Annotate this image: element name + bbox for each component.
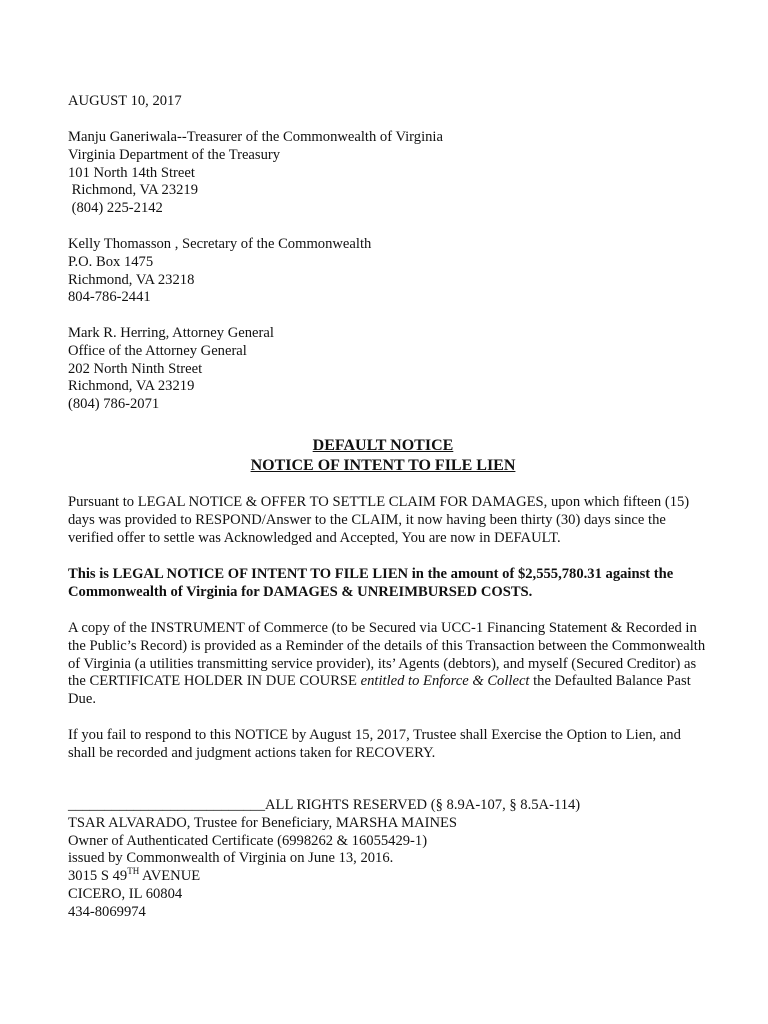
address-line: 804-786-2441 bbox=[68, 289, 151, 306]
address-line: P.O. Box 1475 bbox=[68, 253, 154, 270]
street-address bbox=[68, 868, 708, 886]
notice-heading bbox=[68, 436, 698, 476]
address-line: Richmond, VA 23219 bbox=[68, 378, 195, 395]
address-line: Office of the Attorney General bbox=[68, 342, 247, 359]
street-prefix: 3015 S 49 bbox=[68, 868, 128, 885]
default-paragraph bbox=[68, 494, 708, 547]
paragraph-text-before: A copy of the INSTRUMENT of Commerce (to be Secured via UCC-1 Financing Statement & Recorded in the Public’s Record) is provided as a Reminder of the details of this Transaction between the Commonwealth of Virginia (a utilities transmitting service provider), its’ Agents (debtors), and myself (Secured Creditor) as the CERTIFICATE HOLDER IN DUE COURSE bbox=[68, 620, 706, 690]
address-line: (804) 786-2071 bbox=[68, 396, 160, 413]
city-state-zip: CICERO, IL 60804 bbox=[68, 885, 183, 902]
letter-date bbox=[68, 93, 708, 111]
lien-amount-paragraph bbox=[68, 566, 708, 602]
address-line: Richmond, VA 23218 bbox=[68, 271, 195, 288]
paragraph-text bbox=[68, 620, 708, 709]
signature-block bbox=[68, 797, 708, 922]
street-ordinal: TH bbox=[127, 866, 140, 877]
trustee-name: TSAR ALVARADO, Trustee for Beneficiary, MARSHA MAINES bbox=[68, 814, 458, 831]
address-line: Virginia Department of the Treasury bbox=[68, 146, 281, 163]
street-suffix: AVENUE bbox=[139, 868, 201, 885]
addressee-secretary bbox=[68, 236, 708, 307]
date-text: AUGUST 10, 2017 bbox=[68, 93, 182, 109]
paragraph-text: This is LEGAL NOTICE OF INTENT TO FILE LIEN in the amount of $2,555,780.31 against the Commonwealth of Virginia for DAMAGES & UNREIMBURSED COSTS. bbox=[68, 566, 674, 600]
certificate-owner: Owner of Authenticated Certificate (6998262 & 16055429-1) bbox=[68, 832, 428, 849]
deadline-paragraph bbox=[68, 727, 708, 763]
heading-intent-to-file-lien: NOTICE OF INTENT TO FILE LIEN bbox=[250, 457, 516, 474]
address-line: 101 North 14th Street bbox=[68, 164, 195, 181]
address-line: Manju Ganeriwala--Treasurer of the Commonwealth of Virginia bbox=[68, 129, 443, 145]
address-line: (804) 225-2142 bbox=[68, 200, 163, 217]
paragraph-text-after: the Defaulted Balance Past Due. bbox=[68, 673, 691, 708]
address-line: Richmond, VA 23219 bbox=[68, 182, 199, 199]
certificate-issued: issued by Commonwealth of Virginia on June 13, 2016. bbox=[68, 850, 394, 867]
paragraph-text-italic: entitled to Enforce & Collect bbox=[360, 673, 530, 690]
address-line: Mark R. Herring, Attorney General bbox=[68, 325, 274, 341]
heading-default-notice: DEFAULT NOTICE bbox=[312, 437, 454, 454]
addressee-attorney-general bbox=[68, 325, 708, 414]
address-line: 202 North Ninth Street bbox=[68, 360, 203, 377]
signature-line: ___________________________ALL RIGHTS RESERVED (§ 8.9A-107, § 8.5A-114) bbox=[68, 797, 581, 813]
phone-number: 434-8069974 bbox=[68, 903, 146, 920]
paragraph-text: Pursuant to LEGAL NOTICE & OFFER TO SETTLE CLAIM FOR DAMAGES, upon which fifteen (15) days was provided to RESPOND/Answer to the CLAIM, it now having been thirty (30) days since the verified offer to settle was Acknowledged and Accepted, You are now in DEFAULT. bbox=[68, 494, 690, 546]
paragraph-text: If you fail to respond to this NOTICE by August 15, 2017, Trustee shall Exercise the Option to Lien, and shall be recorded and judgment actions taken for RECOVERY. bbox=[68, 727, 681, 761]
address-line: Kelly Thomasson , Secretary of the Commonwealth bbox=[68, 236, 372, 252]
addressee-treasurer bbox=[68, 129, 708, 218]
instrument-paragraph bbox=[68, 620, 708, 709]
